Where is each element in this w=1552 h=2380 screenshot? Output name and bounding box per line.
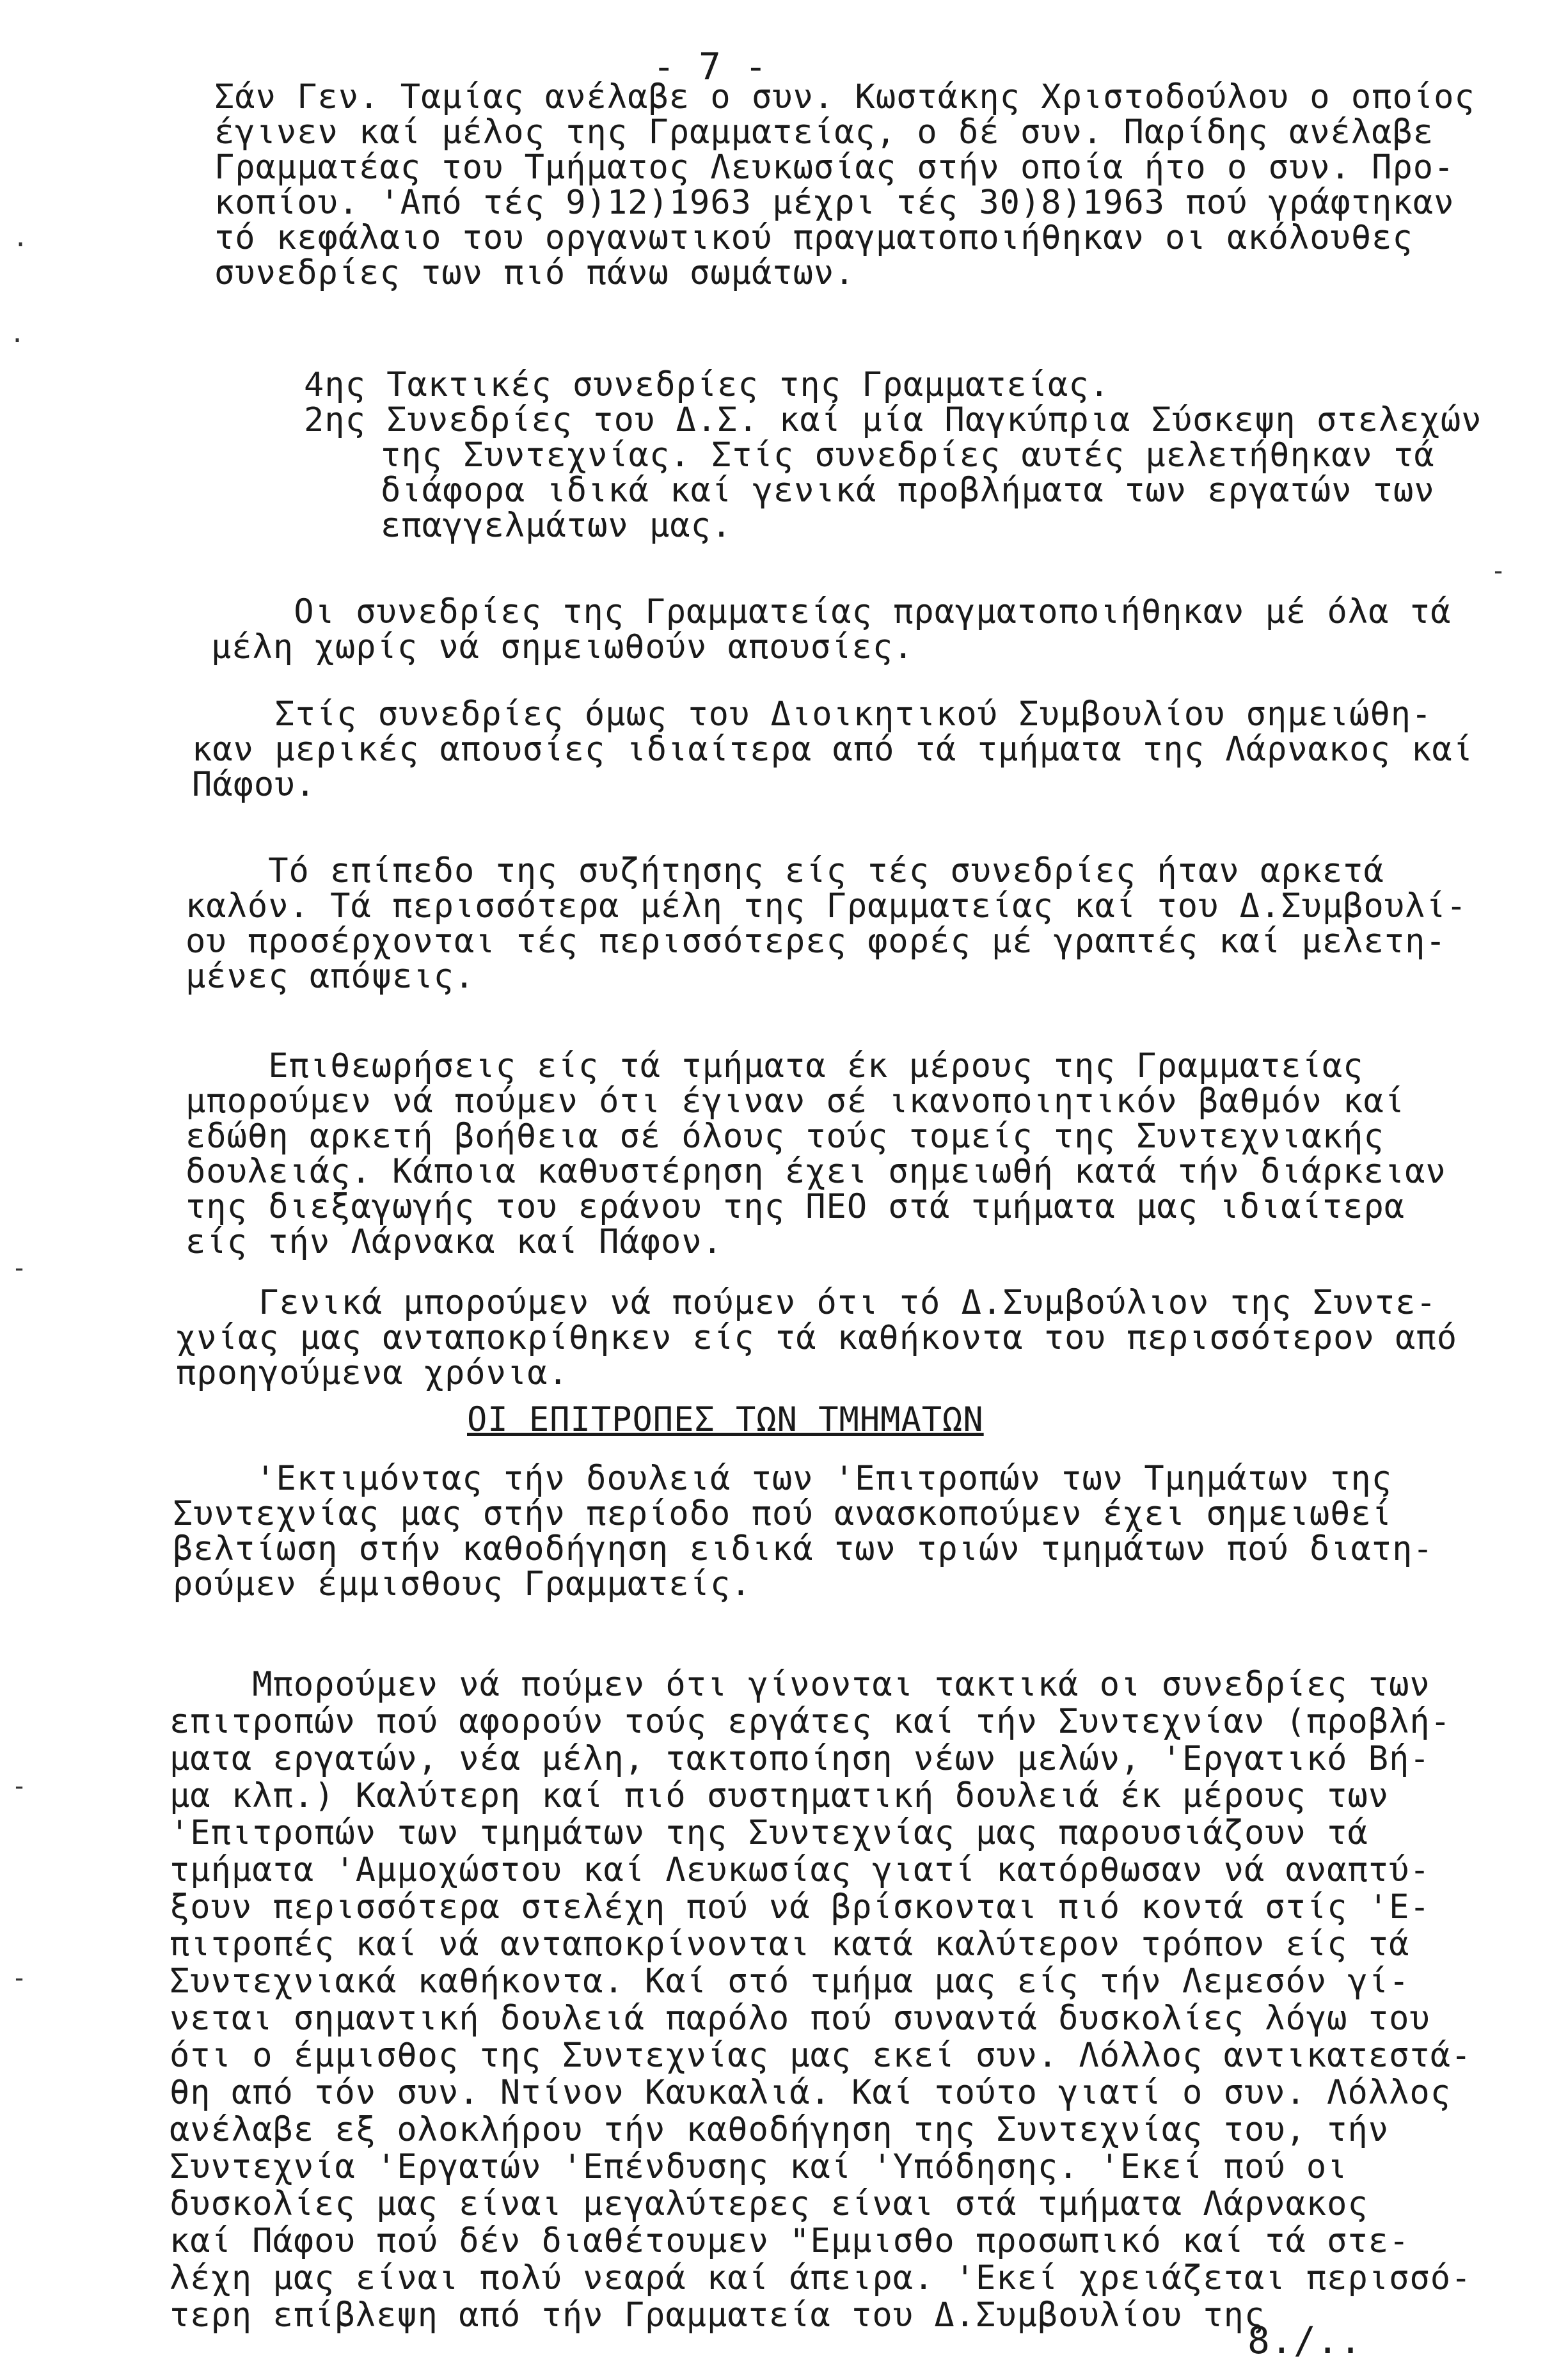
paragraph-absences xyxy=(192,697,1473,803)
text-line: ανέλαβε εξ ολοκλήρου τήν καθοδήγηση της Συντεχνίας του, τήν xyxy=(170,2111,1390,2149)
text-line: Συντεχνίας μας στήν περίοδο πού ανασκοπούμεν έχει σημειωθεί xyxy=(173,1495,1393,1533)
text-line: Στίς συνεδρίες όμως του Διοικητικού Συμβουλίου σημειώθη- xyxy=(192,695,1432,734)
text-line: ξουν περισσότερα στελέχη πού νά βρίσκονται πιό κοντά στίς 'Ε- xyxy=(170,1888,1430,1927)
text-line: μα κλπ.) Καλύτερη καί πιό συστηματική δουλειά έκ μέρους των xyxy=(170,1777,1390,1815)
margin-mark: · xyxy=(13,230,29,260)
text-line: δυσκολίες μας είναι μεγαλύτερες είναι στά τμήματα Λάρνακος xyxy=(170,2185,1368,2223)
text-line: βελτίωση στήν καθοδήγηση ειδικά των τριών τμημάτων πού διατη- xyxy=(173,1530,1434,1568)
margin-mark: · xyxy=(10,326,26,356)
section-heading: ΟΙ ΕΠΙΤΡΟΠΕΣ ΤΩΝ ΤΜΗΜΑΤΩΝ xyxy=(467,1401,984,1439)
text-line: ματα εργατών, νέα μέλη, τακτοποίηση νέων μελών, 'Εργατικό Βή- xyxy=(170,1740,1430,1778)
paragraph-attendance xyxy=(211,595,1451,665)
continuation-marker: 8./.. xyxy=(1247,2319,1363,2362)
text-line: προηγούμενα χρόνια. xyxy=(176,1354,569,1392)
text-line: θη από τόν συν. Ντίνον Καυκαλιά. Καί τούτο γιατί ο συν. Λόλλος xyxy=(170,2074,1452,2112)
text-line: επαγγελμάτων μας. xyxy=(381,507,732,545)
text-line: ου προσέρχονται τές περισσότερες φορές μέ γραπτές καί μελετη- xyxy=(186,922,1446,961)
text-line: Συντεχνία 'Εργατών 'Επένδυσης καί 'Υπόδησης. 'Εκεί πού οι xyxy=(170,2148,1348,2186)
margin-mark: - xyxy=(1491,556,1507,586)
text-line: της Συντεχνίας. Στίς συνεδρίες αυτές μελετήθηκαν τά xyxy=(381,436,1435,475)
text-line: Τό επίπεδο της συζήτησης είς τές συνεδρίες ήταν αρκετά xyxy=(186,852,1384,890)
text-line: εδώθη αρκετή βοήθεια σέ όλους τούς τομείς της Συντεχνιακής xyxy=(186,1117,1384,1156)
text-line: Σάν Γεν. Ταμίας ανέλαβε ο συν. Κωστάκης Χριστοδούλου ο οποίος xyxy=(214,78,1475,116)
text-line: έγινεν καί μέλος της Γραμματείας, ο δέ συν. Παρίδης ανέλαβε xyxy=(214,113,1434,152)
text-line: διάφορα ιδικά καί γενικά προβλήματα των εργατών των xyxy=(381,471,1435,510)
paragraph-discussion-level xyxy=(186,854,1467,995)
text-line: τερη επίβλεψη από τήν Γραμματεία του Δ.Συμβουλίου της xyxy=(170,2296,1265,2335)
text-line: επιτροπών πού αφορούν τούς εργάτες καί τήν Συντεχνίαν (προβλή- xyxy=(170,1703,1452,1741)
margin-mark: - xyxy=(12,1964,28,1993)
text-line: μένες απόψεις. xyxy=(186,958,475,996)
text-line: ότι ο έμμισθος της Συντεχνίας μας εκεί συν. Λόλλος αντικατεστά- xyxy=(170,2037,1472,2075)
text-line: 'Επιτροπών των τμημάτων της Συντεχνίας μας παρουσιάζουν τά xyxy=(170,1814,1368,1852)
paragraph-meetings-list xyxy=(304,368,1482,544)
text-line: καν μερικές απουσίες ιδιαίτερα από τά τμήματα της Λάρνακος καί xyxy=(192,730,1474,769)
text-line: της διεξαγωγής του εράνου της ΠΕΟ στά τμήματα μας ιδιαίτερα xyxy=(186,1188,1406,1226)
text-line: ρούμεν έμμισθους Γραμματείς. xyxy=(173,1565,752,1604)
text-line: 'Εκτιμόντας τήν δουλειά των 'Επιτροπών των Τμημάτων της xyxy=(173,1460,1393,1498)
text-line: Επιθεωρήσεις είς τά τμήματα έκ μέρους της Γραμματείας xyxy=(186,1047,1364,1085)
text-line: μέλη χωρίς νά σημειωθούν απουσίες. xyxy=(211,628,914,666)
text-line: 2ης Συνεδρίες του Δ.Σ. καί μία Παγκύπρια Σύσκεψη στελεχών xyxy=(304,401,1482,439)
text-line: κοπίου. 'Από τές 9)12)1963 μέχρι τές 30)8)1963 πού γράφτηκαν xyxy=(214,184,1455,222)
text-line: είς τήν Λάρνακα καί Πάφον. xyxy=(186,1223,723,1261)
paragraph-committees-work xyxy=(170,1666,1471,2334)
text-line: τό κεφάλαιο του οργανωτικού πραγματοποιήθηκαν οι ακόλουθες xyxy=(214,219,1413,257)
text-line: Οι συνεδρίες της Γραμματείας πραγματοποιήθηκαν μέ όλα τά xyxy=(211,593,1452,631)
text-line: χνίας μας ανταποκρίθηκεν είς τά καθήκοντα του περισσότερον από xyxy=(176,1319,1458,1357)
paragraph-intro xyxy=(214,80,1475,291)
text-line: καλόν. Τά περισσότερα μέλη της Γραμματείας καί του Δ.Συμβουλί- xyxy=(186,887,1468,926)
text-line: τμήματα 'Αμμοχώστου καί Λευκωσίας γιατί κατόρθωσαν νά αναπτύ- xyxy=(170,1851,1430,1889)
text-line: συνεδρίες των πιό πάνω σωμάτων. xyxy=(214,254,855,292)
page-number: - 7 - xyxy=(653,45,768,88)
text-line: δουλειάς. Κάποια καθυστέρηση έχει σημειωθή κατά τήν διάρκειαν xyxy=(186,1153,1446,1191)
text-line: μπορούμεν νά πούμεν ότι έγιναν σέ ικανοποιητικόν βαθμόν καί xyxy=(186,1082,1406,1121)
text-line: Μπορούμεν νά πούμεν ότι γίνονται τακτικά οι συνεδρίες των xyxy=(170,1666,1430,1704)
text-line: καί Πάφου πού δέν διαθέτουμεν "Εμμισθο προσωπικό καί τά στε- xyxy=(170,2222,1410,2260)
text-line: Συντεχνιακά καθήκοντα. Καί στό τμήμα μας είς τήν Λεμεσόν γί- xyxy=(170,1962,1410,2001)
text-line: νεται σημαντική δουλειά παρόλο πού συναντά δυσκολίες λόγω του xyxy=(170,1999,1430,2038)
margin-mark: - xyxy=(12,1772,28,1801)
paragraph-general xyxy=(176,1286,1457,1391)
paragraph-committees-assessment xyxy=(173,1462,1434,1602)
text-line: πιτροπές καί νά ανταποκρίνονται κατά καλύτερον τρόπον είς τά xyxy=(170,1925,1410,1964)
paragraph-inspections xyxy=(186,1049,1446,1260)
text-line: Γραμματέας του Τμήματος Λευκωσίας στήν οποία ήτο ο συν. Προ- xyxy=(214,148,1455,187)
text-line: Γενικά μπορούμεν νά πούμεν ότι τό Δ.Συμβούλιον της Συντε- xyxy=(176,1284,1437,1322)
text-line: λέχη μας είναι πολύ νεαρά καί άπειρα. 'Εκεί χρειάζεται περισσό- xyxy=(170,2259,1472,2297)
text-line: Πάφου. xyxy=(192,766,316,804)
text-line: 4ης Τακτικές συνεδρίες της Γραμματείας. xyxy=(304,366,1110,404)
margin-mark: - xyxy=(12,1254,28,1283)
